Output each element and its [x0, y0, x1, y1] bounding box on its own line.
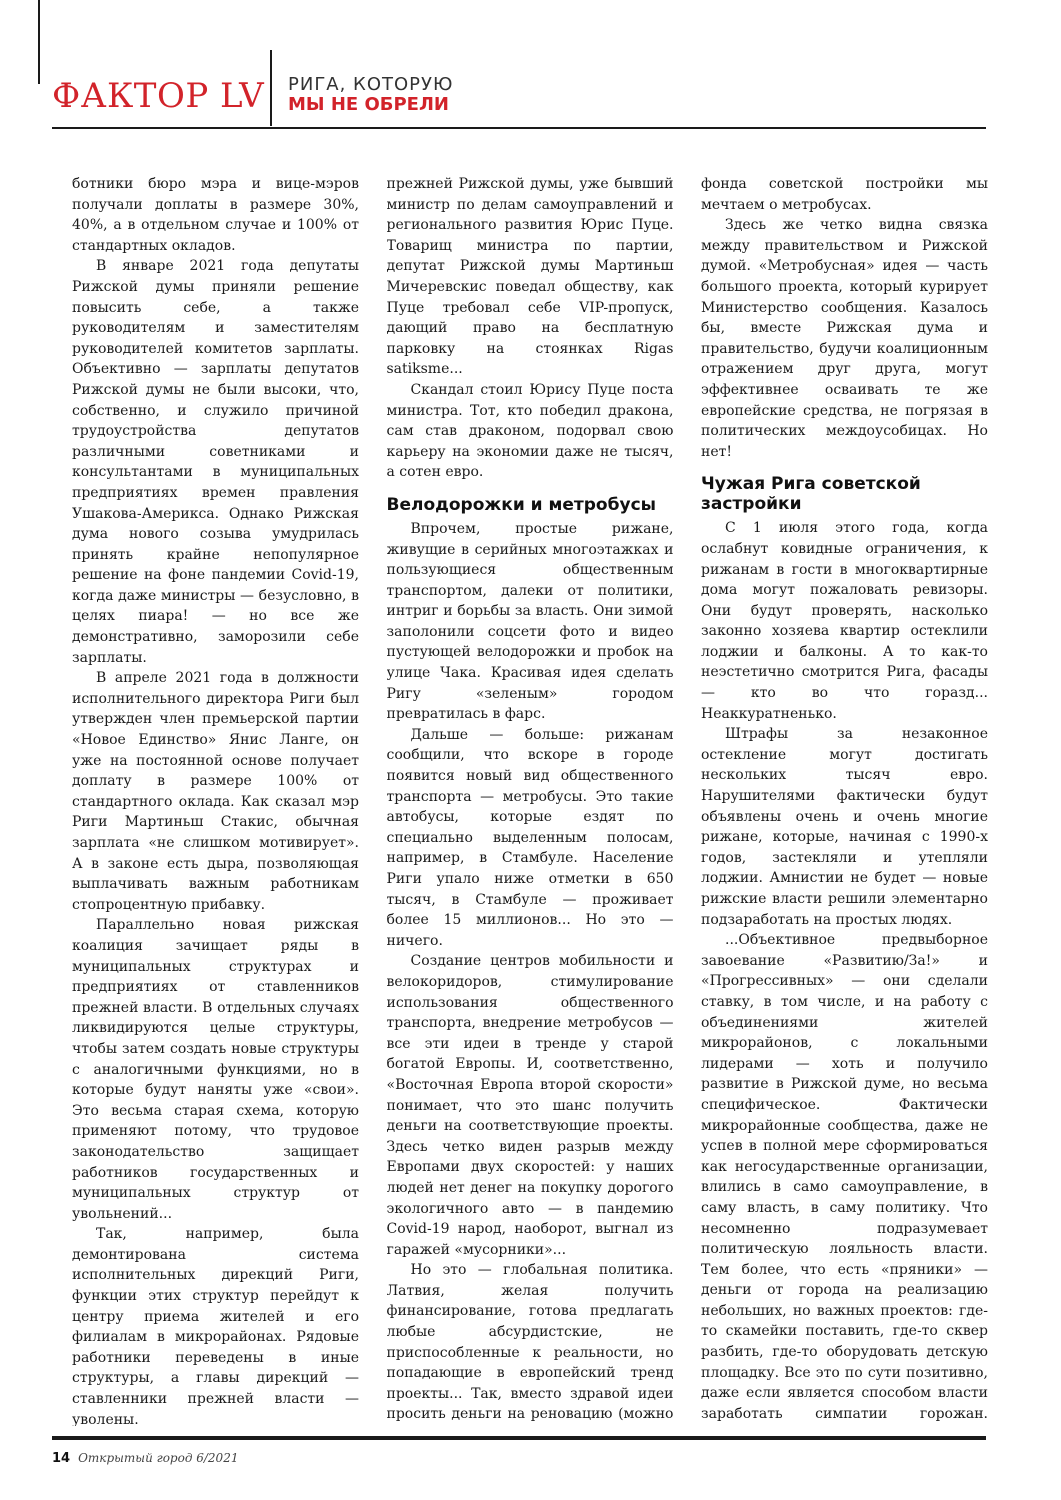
page-number: 14 [52, 1451, 71, 1466]
paragraph: Дальше — больше: рижанам сообщили, что вскоре в городе появится новый вид общественного транспорта — метробусы. Это такие автобусы, которые ездят по специально выделенным полосам, например, в Стамбуле. Население Риги упало ниже отметки в 650 тысяч, в Стамбуле — проживает более 15 миллионов... Но это — ничего. [386, 726, 674, 949]
text-column-3 [701, 174, 988, 1426]
text-column-2 [387, 174, 674, 1426]
paragraph: Но это — глобальная политика. Латвия, желая получить финансирование, готова предлагать любые абсурдистские, не приспособленные к реальности, но попадающие в европейский тренд проекты... Так, вместо здравой идеи просить деньги на реновацию (можно [386, 1262, 674, 1423]
subheading: Велодорожки и метробусы [386, 494, 657, 515]
paragraph: Параллельно новая рижская коалиция зачищает ряды в муниципальных структурах и предприятиях от ставленников прежней власти. В отдельных случаях ликвидируются целые структуры, чтобы затем создать новые структуры с аналогичными функциями, но в которые будут наняты уже «свои». Это весьма старая схема, которую применяют потому, что трудовое законодательство защищает работников государственных и муниципальных структур от увольнений... [72, 917, 359, 1222]
paragraph: С 1 июля этого года, когда ослабнут ковидные ограничения, к рижанам в гости в многоквартирные дома могут пожаловать ревизоры. Они будут проверять, насколько законно хозяева квартир остеклили лоджии и балконы. А то как-то неэстетично смотрится Рига, фасады — кто во что горазд... Неаккуратненько. [701, 520, 988, 722]
paragraph: Создание центров мобильности и велокоридоров, стимулирование использования общественного транспорта, внедрение метробусов — все эти идеи в тренде у старой богатой Европы. И, соответственно, «Восточная Европа второй скорости» понимает, что это шанс получить деньги на соответствующие проекты. Здесь четко виден разрыв между Европами двух скоростей: у наших людей нет денег на покупку дорогого экологичного авто — в пандемию Covid-19 народ, наоборот, выгнал из гаражей «мусорники»... [386, 953, 674, 1258]
paragraph: Здесь же четко видна связка между правительством и Рижской думой. «Метробусная» идея — часть большого проекта, который курирует Министерство сообщения. Казалось бы, вместе Рижская дума и правительство, будучи коалиционным отражением друг друга, могут эффективнее осваивать те же европейские средства, не погрязая в политических междоусобицах. Но нет! [701, 217, 988, 460]
article-title-line2: МЫ НЕ ОБРЕЛИ [288, 94, 449, 115]
paragraph: Впрочем, простые рижане, живущие в серийных многоэтажках и пользующиеся общественным транспортом, далеки от политики, интриг и борьбы за власть. Они зимой заполонили соцсети фото и видео пустующей велодорожки и пробок на улице Чака. Красивая идея сделать Ригу «зеленым» городом превратилась в фарс. [386, 520, 674, 723]
paragraph: фонда советской постройки мы мечтаем о метробусах. [701, 176, 988, 213]
paragraph: прежней Рижской думы, уже бывший министр по делам самоуправлений и регионального развития Юрис Пуце. Товарищ министра по партии, депутат Рижской думы Мартиньш Мичеревскис поведал обществу, как Пуце требовал себе VIP-пропуск, дающий право на бесплатную парковку на стоянках Rigas satiksme... [386, 176, 674, 378]
paragraph: В январе 2021 года депутаты Рижской думы приняли решение повысить себе, а также руководителям и заместителям руководителей комитетов зарплаты. Объективно — зарплаты депутатов Рижской думы не были высоки, что, собственно, и служило причиной трудоустройства депутатов различными советниками и консультантами в муниципальных предприятиях времен правления Ушакова-Америкса. Однако Рижская дума нового созыва умудрилась принять крайне непопулярное решение на фоне пандемии Covid-19, когда даже министры — безусловно, в целях пиара! — но все же демонстративно, заморозили себе зарплаты. [72, 258, 359, 666]
crop-mark [38, 0, 40, 84]
paragraph: В апреле 2021 года в должности исполнительного директора Риги был утвержден член премьерской партии «Новое Единство» Янис Ланге, он уже на постоянной основе получает доплату в размере 100% от стандартного оклада. Как сказал мэр Риги Мартиньш Стакис, обычная зарплата «не слишком мотивирует». А в законе есть дыра, позволяющая выплачивать важным работникам стопроцентную прибавку. [72, 670, 359, 913]
page-header [52, 48, 990, 128]
text-column-1 [72, 174, 359, 1426]
subheading: Чужая Рига советской застройки [701, 474, 921, 515]
footer-rule [52, 1436, 986, 1440]
paragraph: Так, например, была демонтирована система исполнительных дирекций Риги, функции этих структур перейдут к центру приема жителей и его филиалам в микрорайонах. Рядовые работники переведены в иные структуры, а главы дирекций — ставленники прежней власти — уволены. [72, 1226, 359, 1426]
section-rubric: ФАКТОР LV [52, 76, 265, 116]
header-divider [270, 50, 272, 126]
article-body [72, 174, 988, 1426]
paragraph: ботники бюро мэра и вице-мэров получали доплаты в размере 30%, 40%, а в отдельном случае и 100% от стандартных окладов. [72, 176, 359, 254]
article-title-line1: РИГА, КОТОРУЮ [288, 74, 454, 95]
paragraph: Скандал стоил Юрису Пуце поста министра. Тот, кто победил дракона, сам став драконом, подорвал свою карьеру на экономии даже не тысяч, а сотен евро. [386, 381, 674, 481]
paragraph: Штрафы за незаконное остекление могут достигать нескольких тысяч евро. Нарушителями фактически будут объявлены очень и очень многие рижане, которые, начиная с 1990-х годов, застекляли и утепляли лоджии. Амнистии не будет — новые рижские власти решили элементарно подзаработать на простых людях. [701, 726, 988, 928]
paragraph: ...Объективное предвыборное завоевание «Развитию/За!» и «Прогрессивных» — они сделали ставку, в том числе, и на работу с объединениями жителей микрорайонов, с локальными лидерами — хоть и получило развитие в Рижской думе, но весьма специфическое. Фактически микрорайонные сообщества, даже не успев в полной мере сформироваться как негосударственные организации, влились в само самоуправление, в саму власть, в саму политику. Что несомненно подразумевает политическую лояльность власти. Тем более, что есть «пряники» — деньги от города на реализацию небольших, но важных проектов: где-то скамейки поставить, где-то сквер разбить, где-то оборудовать детскую площадку. Все это по сути позитивно, даже если является способом власти заработать симпатии горожан. [701, 932, 988, 1422]
publication-name: Открытый город 6/2021 [78, 1451, 239, 1465]
page-footer [52, 1449, 238, 1467]
header-rule [52, 127, 986, 129]
